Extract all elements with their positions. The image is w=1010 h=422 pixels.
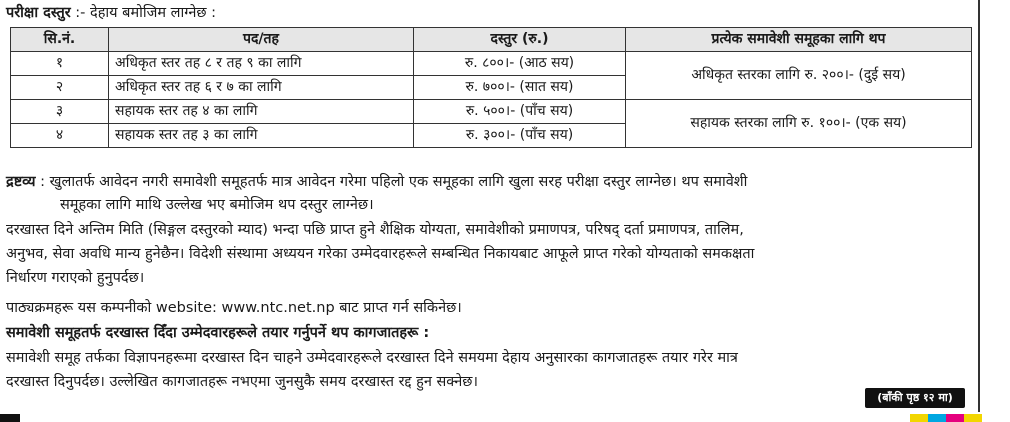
header-additional-fee: प्रत्येक समावेशी समूहका लागि थप bbox=[626, 28, 972, 52]
color-strip-cyan bbox=[928, 414, 946, 422]
fee-cell: रु. ३००।- (पाँच सय) bbox=[414, 124, 626, 148]
table-row bbox=[11, 100, 972, 124]
post-cell: सहायक स्तर तह ३ का लागि bbox=[109, 124, 414, 148]
color-strip-yellow-2 bbox=[964, 414, 982, 422]
header-post-level: पद/तह bbox=[109, 28, 414, 52]
serial-cell: २ bbox=[11, 76, 109, 100]
note-text-1: : खुलातर्फ आवेदन नगरी समावेशी समूहतर्फ मात्र आवेदन गरेमा पहिलो एक समूहका लागि खुला सरह परीक्षा दस्तुर लाग्नेछ। थप समावेशी bbox=[35, 174, 748, 190]
para1-line-3: निर्धारण गराएको हुनुपर्दछ। bbox=[6, 270, 145, 286]
serial-cell: ३ bbox=[11, 100, 109, 124]
exam-fee-heading bbox=[6, 2, 216, 22]
header-fee: दस्तुर (रु.) bbox=[414, 28, 626, 52]
fee-cell: रु. ५००।- (पाँच सय) bbox=[414, 100, 626, 124]
post-cell: सहायक स्तर तह ४ का लागि bbox=[109, 100, 414, 124]
table-row bbox=[11, 52, 972, 76]
additional-fee-assistant: सहायक स्तरका लागि रु. १००।- (एक सय) bbox=[626, 100, 972, 148]
note-label: द्रष्टव्य bbox=[6, 174, 36, 190]
fee-table-header bbox=[11, 28, 972, 52]
additional-fee-officer: अधिकृत स्तरका लागि रु. २००।- (दुई सय) bbox=[626, 52, 972, 100]
fee-cell: रु. ७००।- (सात सय) bbox=[414, 76, 626, 100]
note-line-2: समूहका लागि माथि उल्लेख भए बमोजिम थप दस्तुर लाग्नेछ। bbox=[60, 197, 374, 213]
para1-line-2: अनुभव, सेवा अवधि मान्य हुनेछैन। विदेशी संस्थामा अध्ययन गरेका उम्मेदवारहरूले सम्बन्धित निकायबाट आफूले प्राप्त गरेको योग्यताको समकक्षता bbox=[6, 246, 755, 262]
color-strip-yellow bbox=[910, 414, 928, 422]
color-strip-magenta bbox=[946, 414, 964, 422]
note-line-1 bbox=[6, 171, 747, 191]
exam-fee-heading-rest: :- देहाय बमोजिम लाग्नेछ : bbox=[70, 5, 217, 21]
serial-cell: ४ bbox=[11, 124, 109, 148]
color-strip-black bbox=[0, 414, 20, 422]
fee-table bbox=[10, 27, 972, 148]
post-cell: अधिकृत स्तर तह ८ र तह ९ का लागि bbox=[109, 52, 414, 76]
exam-fee-heading-label: परीक्षा दस्तुर bbox=[6, 5, 71, 21]
serial-cell: १ bbox=[11, 52, 109, 76]
fee-cell: रु. ८००।- (आठ सय) bbox=[414, 52, 626, 76]
para1-line-1: दरखास्त दिने अन्तिम मिति (सिङ्गल दस्तुरको म्याद) भन्दा पछि प्राप्त हुने शैक्षिक योग्यता, समावेशीको प्रमाणपत्र, परिषद् दर्ता प्रमाणपत्र, तालिम, bbox=[6, 222, 744, 238]
para2-line-1: समावेशी समूह तर्फका विज्ञापनहरूमा दरखास्त दिन चाहने उम्मेदवारहरूले दरखास्त दिने समयमा देहाय अनुसारका कागजातहरू तयार गरेर मात्र bbox=[6, 350, 738, 366]
post-cell: अधिकृत स्तर तह ६ र ७ का लागि bbox=[109, 76, 414, 100]
para2-line-2: दरखास्त दिनुपर्दछ। उल्लेखित कागजातहरू नभएमा जुनसुकै समय दरखास्त रद्द हुन सक्नेछ। bbox=[6, 374, 478, 390]
header-serial: सि.नं. bbox=[11, 28, 109, 52]
inclusive-documents-heading: समावेशी समूहतर्फ दरखास्त दिँदा उम्मेदवारहरूले तयार गर्नुपर्ने थप कागजातहरू : bbox=[6, 325, 430, 341]
syllabus-line: पाठ्यक्रमहरू यस कम्पनीको website: www.ntc.net.np बाट प्राप्त गर्न सकिनेछ। bbox=[6, 300, 462, 316]
continued-badge: (बाँकी पृष्ठ १२ मा) bbox=[865, 388, 965, 408]
